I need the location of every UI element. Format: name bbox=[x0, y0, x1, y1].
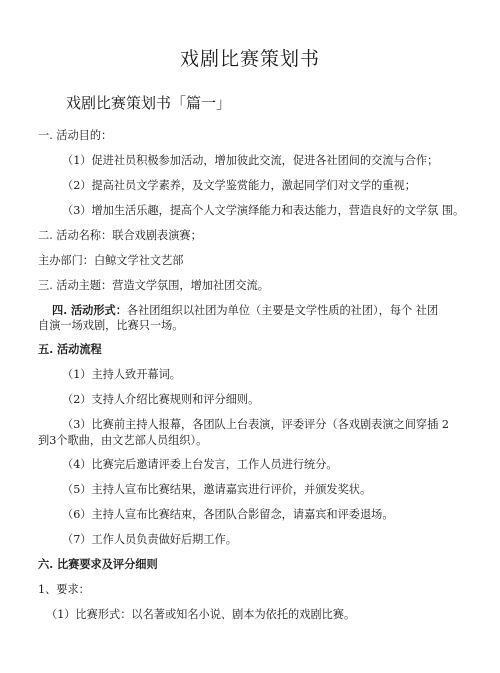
section-6-requirements: 1、要求： bbox=[38, 583, 90, 596]
section-5-item-3-cont: 到3个歌曲，由文艺部人员组织）。 bbox=[38, 434, 208, 447]
organizer-line: 主办部门：白鲸文学社文艺部 bbox=[38, 254, 184, 267]
document-subtitle: 戏剧比赛策划书「篇一」 bbox=[66, 94, 232, 112]
section-5-item-6: （6）主持人宣布比赛结束，各团队合影留念，请嘉宾和评委退场。 bbox=[62, 508, 394, 521]
section-5-item-1: （1）主持人致开幕词。 bbox=[62, 368, 181, 381]
section-4 bbox=[52, 303, 470, 318]
section-5-item-4: （4）比赛完后邀请评委上台发言，工作人员进行统分。 bbox=[62, 458, 338, 471]
document-title: 戏剧比赛策划书 bbox=[179, 48, 320, 70]
section-2-label: 二. 活动名称： bbox=[38, 229, 113, 242]
section-5-item-5: （5）主持人宣布比赛结果，邀请嘉宾进行评价，并颁发奖状。 bbox=[62, 483, 372, 496]
section-5-heading: 五. 活动流程 bbox=[38, 342, 102, 356]
section-2-value: 联合戏剧表演赛； bbox=[112, 229, 202, 242]
section-4-continuation: 自演一场戏剧，比赛只一场。 bbox=[38, 319, 184, 332]
section-6-heading: 六. 比赛要求及评分细则 bbox=[38, 557, 158, 571]
section-1-item-1: （1）促进社员积极参加活动，增加彼此交流，促进各社团间的交流与合作； bbox=[62, 154, 439, 167]
section-5-item-3: （3）比赛前主持人报幕，各团队上台表演，评委评分（各戏剧表演之间穿插 2 bbox=[62, 418, 449, 431]
section-6-item-1: （1）比赛形式：以名著或知名小说、剧本为依托的戏剧比赛。 bbox=[46, 608, 356, 621]
section-4-value: 各社团组织以社团为单位（主要是文学性质的社团），每个 社团 bbox=[126, 304, 439, 317]
section-1-item-3: （3）增加生活乐趣，提高个人文学演绎能力和表达能力，营造良好的文学氛 围。 bbox=[62, 204, 465, 217]
section-5-item-7: （7）工作人员负责做好后期工作。 bbox=[62, 533, 237, 546]
section-5-item-2: （2）支持人介绍比赛规则和评分细则。 bbox=[62, 393, 260, 406]
section-3-label: 三. 活动主题： bbox=[38, 279, 113, 292]
section-1-heading: 一. 活动目的： bbox=[38, 129, 113, 142]
section-3 bbox=[38, 278, 470, 293]
section-2 bbox=[38, 228, 470, 243]
section-1-item-2: （2）提高社员文学素养，及文学鉴赏能力，激起同学们对文学的重视； bbox=[62, 179, 416, 192]
section-3-value: 营造文学氛围，增加社团交流。 bbox=[112, 279, 269, 292]
section-4-label: 四. 活动形式： bbox=[52, 303, 127, 317]
